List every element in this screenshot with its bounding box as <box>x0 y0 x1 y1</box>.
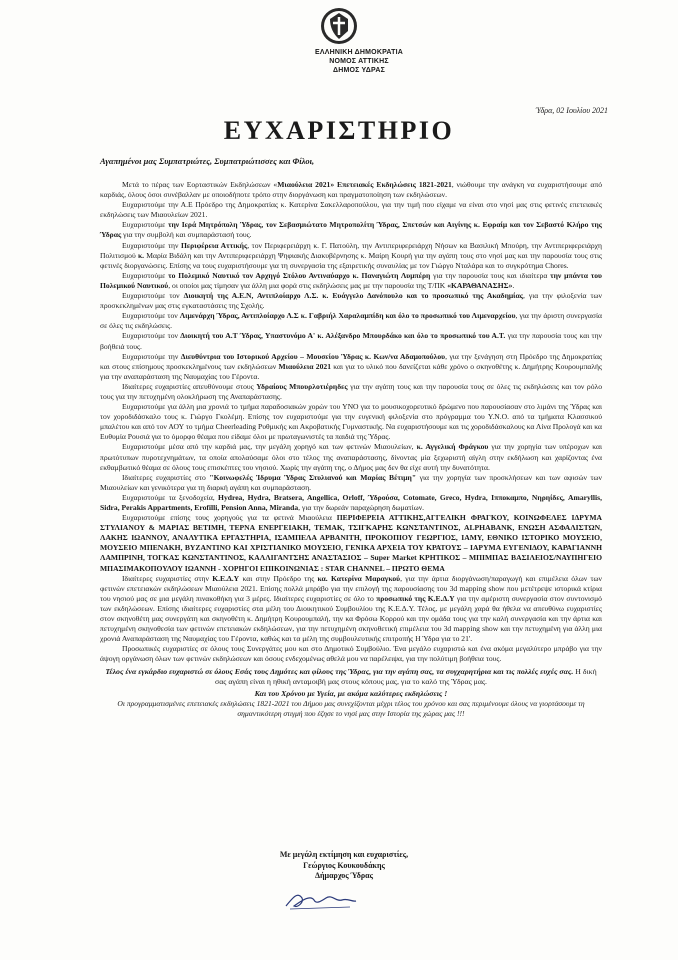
authority-line: ΕΛΛΗΝΙΚΗ ΔΗΜΟΚΡΑΤΙΑ <box>315 49 403 56</box>
text-run: Ευχαριστούμε την <box>122 351 181 361</box>
text-run: Ευχαριστούμε <box>122 270 169 280</box>
paragraph <box>100 311 602 331</box>
bold-text: ΠΕΡΙΦΕΡΕΙΑ ΑΤΤΙΚΗΣ,ΑΓΓΕΛΙΚΗ ΦΡΑΓΚΟΥ, ΚΟΙΝΩΦΕΛΕΣ ΙΔΡΥΜΑ ΣΤΥΛΙΑΝΟΥ & ΜΑΡΙΑΣ ΒΕΤΙΜΗ, ΤΕΡΝΑ ΕΝΕΡΓΕΙΑΚΗ, ΤΕΜΑΚ, ΤΣΙΓΚΑΡΗΣ ΚΩΝΣΤΑΝΤΙΝΟΣ, ALPHABANK, ΕΝΩΣΗ ΑΣΦΑΛΙΣΤΩΝ, ΛΑΚΗΣ ΙΩΑΝΝΟΥ, ΑΝΑΛΥΤΙΚΑ ΕΡΓΑΣΤΗΡΙΑ, ΙΣΑΜΠΕΛΑ ΑΡΒΑΝΙΤΗ, ΠΡΟΚΟΠΙΟΥ ΓΕΩΡΓΙΟΣ, ΙΑΜΥ, ΕΘΝΙΚΟ ΙΣΤΟΡΙΚΟ ΜΟΥΣΕΙΟ, ΜΟΥΣΕΙΟ ΜΠΕΝΑΚΗ, ΒΥΖΑΝΤΙΝΟ ΚΑΙ ΧΡΙΣΤΙΑΝΙΚΟ ΜΟΥΣΕΙΟ, ΓΕΝΙΚΑ ΑΡΧΕΙΑ ΤΟΥ ΚΡΑΤΟΥΣ – ΙΑΡΥΜΑ ΕΥΓΕΝΙΔΟΥ, ΚΑΡΑΓΙΑΝΝΗ ΛΑΜΠΡΙΝΗ, ΤΟΓΚΑΣ ΚΩΝΣΤΑΝΤΙΝΟΣ, ΚΑΛΛΙΓΑΝΤΣΗΣ ΑΝΑΣΤΑΣΙΟΣ – Super Market ΚΡΗΤΙΚΟΣ – ΜΠΙΜΠΑΣ ΒΑΣΙΛΕΙΟΣ/ΝΑΥΠΗΓΕΙΟ ΜΠΑΣΙΜΑΚΟΠΟΥΛΟΥ ΙΩΑΝΝΗ - ΧΟΡΗΓΟΙ ΕΠΙΚΟΙΝΩΝΙΑΣ : STAR CHANNEL – ΠΡΩΤΟ ΘΕΜΑ <box>100 513 602 573</box>
paragraph <box>100 352 602 382</box>
bold-text: Μιαούλεια 2021» Επετειακές Εκδηλώσεις 1821-2021 <box>277 180 452 189</box>
text-run: . <box>512 280 515 290</box>
text-run: , για την άριστη συνεργασία σε όλες τις εκδηλώσεις. <box>100 311 602 331</box>
text-run: Ευχαριστούμε για άλλη μια χρονιά το τμήμα παραδοσιακών χορών του ΥΝΟ για το μουσικοχορευτικό δρώμενο που παρουσίασαν στο λιμάνι της Ύδρας και τον χοροδιδάσκαλο τους κ. Γιώργο Γκολέμη. Επίσης τον ευχαριστούμε για την ευγενική φιλοξενία στο πρόγραμμα του Υ.Ν.Ο. από τα τμήματα Κλασσικού μπαλέτου και από τον ΑΟΥ το τμήμα Cheerleading Ρυθμικής και Ακροβατικής Γυμναστικής. Να ευχαριστήσουμε και τις χοροδιδάσκαλους κα Λίνα Προλογά και κα Ευθυμία Ρουσιά για το όμορφο θέαμα που είδαμε όλοι με πρωταγωνιστές τα παιδιά της Ύδρας. <box>100 402 602 442</box>
text-run: Ευχαριστούμε τον <box>122 311 180 321</box>
issuing-authority <box>0 48 678 75</box>
signatory-role: Δήμαρχος Ύδρας <box>315 871 373 880</box>
text-run: , οι οποίοι μας τίμησαν για άλλη μια φορά στις εκδηλώσεις μας με την παρουσία της Τ/ΠΚ <box>168 280 448 290</box>
text-run: Ευχαριστούμε τον <box>122 291 184 301</box>
text-run: Ευχαριστούμε τα ξενοδοχεία, <box>122 492 219 502</box>
bold-text: κ. <box>137 250 145 260</box>
paragraph <box>100 493 602 513</box>
text-run: Μαρία Βιδάλη και την Αντιπεριφερειάρχη Ψηφιακής Διακυβέρνησης κ. Μαίρη Κουρή για την αγάπη τους στο νησί μας και την παρουσία τους στις φετινές διοργανώσεις. Επίσης να τους ευχαριστήσουμε για τη συνεργασία της εξαιρετικής συναυλίας με τον Γιώργο Νταλάρα και το συγκρότημα Chores. <box>100 250 602 270</box>
bold-text: προσωπικό της Κ.Ε.Δ.Υ <box>376 593 455 603</box>
closing-thanks <box>100 667 602 687</box>
text-run: Ευχαριστούμε μέσα από την καρδιά μας, την μεγάλη χορηγό και των φετινών Μιαουλείων, <box>122 442 417 452</box>
bold-text: Διοικητή της Α.Ε.Ν, Αντιπλοίαρχο Λ.Σ. κ. Ευάγγελο Δανόπουλο και το προσωπικό της Ακαδημίας <box>183 291 523 301</box>
bold-text: "Κοινωφελές Ίδρυμα Ύδρας Στυλιανού και Μαρίας Βέτιμη" <box>209 472 417 482</box>
bold-text: Hydrea, Hydra, Bratsera, Angellica, Orloff, Ύδρούσα, Cotomate, Greco, Hydra, Ιπποκαμπο, Νηρηίδες, Amaryllis, Sidra, Perakis Appartments, Erofilli, Pension Anna, Miranda <box>100 492 602 512</box>
paragraph <box>100 291 602 311</box>
bold-text: κ. Αγγελική Φράγκου <box>416 442 489 452</box>
authority-line: ΝΟΜΟΣ ΑΤΤΙΚΗΣ <box>329 58 389 65</box>
closing-line-bold: Τέλος ένα εγκάρδιο ευχαριστώ σε όλους Εσάς τους Δημότες και φίλους της Ύδρας, για την αγάπη σας, τα συγχαρητήρια και τις πολλές ευχές σας. <box>105 666 574 676</box>
text-run: Ευχαριστούμε τον <box>122 331 181 341</box>
bold-text: «ΚΑΡΑΘΑΝΑΣΗΣ» <box>447 280 513 290</box>
paragraph <box>100 402 602 442</box>
bold-text: την Ιερά Μητρόπολη Ύδρας, τον Σεβασμιώτατο Μητροπολίτη Ύδρας, Σπετσών και Αιγίνης κ. Εφραίμ και τον Σεβαστό Κλήρο της Ύδρας <box>100 220 602 240</box>
bold-text: Διοικητή του Α.Τ Ύδρας, Υπαστυνόμο Α' κ. Αλέξανδρο Μπουρδάκο και όλο το προσωπικό του Α.Τ. <box>180 331 506 341</box>
paragraph <box>100 574 602 645</box>
text-run: και για το υλικό που δανείζεται κάθε χρόνο ο σκηνοθέτης κ. Δημήτρης Κουρουμπαλής για την αναπαράσταση της Ναυμαχίας του Γέροντα. <box>100 361 603 381</box>
signature-block <box>0 850 678 882</box>
signature-salutation: Με μεγάλη εκτίμηση και ευχαριστίες, <box>279 850 409 859</box>
closing-line-tail: Η δική σας αγάπη είναι η ηθική ανταμοιβή μας στους κόπους μας, για το καλό της Ύδρας μας. <box>215 666 597 686</box>
text-run: και στην Πρόεδρο της <box>239 573 318 583</box>
text-run: για την χορηγία των υπέροχων και πρωτότυπων πυροτεχνημάτων, τα οποία απολαύσαμε όλοι στο τέλος της αναπαράστασης, δίνοντας μία ξεχωριστή αίγλη στην εκδήλωση και χαρίζοντας ένα εκθαμβωτικό θέαμα σε όλους τους επισκέπτες του νησιού. Χωρίς την αγάπη της, ο Δήμος μας δεν θα είχε αυτή την δυνατότητα. <box>100 442 602 472</box>
paragraph <box>100 331 602 351</box>
paragraph <box>100 473 602 493</box>
bold-text: Κ.Ε.Δ.Υ <box>212 573 240 583</box>
document-body <box>100 180 602 719</box>
signatory-name: Γεώργιος Κουκουδάκης <box>303 860 385 870</box>
text-run: Ιδιαίτερες ευχαριστίες στο <box>122 472 210 482</box>
paragraph <box>100 644 602 664</box>
paragraph <box>100 382 602 402</box>
bold-text: Υδραίους Μπουρλοτιέρηδες <box>256 381 348 391</box>
text-run: Προσωπικές ευχαριστίες σε όλους τους Συνεργάτες μου και στο Δημοτικό Συμβούλιο. Ένα μεγάλο ευχαριστώ και ένα ακόμα μεγαλύτερο μπράβο για την άψογη οργάνωση όλων των φετινών εκδηλώσεων και όσους ενδεχομένως αθελά μου να παρέλειψα, για την πολύτιμη βοήθεια τους. <box>100 644 602 664</box>
text-run: Ευχαριστούμε την Α.Ε Πρόεδρο της Δημοκρατίας κ. Κατερίνα Σακελλαροπούλου, για την τιμή που είχαμε να είναι στο νησί μας στις φετινές επετειακές εκδηλώσεις των Μιαουλείων 2021. <box>100 200 602 220</box>
closing-wish: Και του Χρόνου με Υγεία, με ακόμα καλύτερες εκδηλώσεις ! <box>254 688 448 698</box>
greeting: Αγαπημένοι μας Συμπατριώτες, Συμπατριώτισσες και Φίλοι, <box>100 156 315 166</box>
authority-line: ΔΗΜΟΣ ΥΔΡΑΣ <box>332 67 386 74</box>
coat-of-arms-icon <box>319 6 359 46</box>
text-run: για την χορηγία των προσκλήσεων και των αφισών των Μιαουλείων και γενικότερα για τη διαρκή αγάπη και συμπαράσταση. <box>100 472 602 492</box>
text-run: , για την δωρεάν παραχώρηση δωματίων. <box>298 503 425 512</box>
bold-text: το Πολεμικό Ναυτικό τον Αρχηγό Στόλου Αντιναύαρχο κ. Παναγιώτη Λυμπέρη <box>168 270 431 280</box>
document-title: ΕΥΧΑΡΙΣΤΗΡΙΟ <box>223 116 455 145</box>
text-run: Ιδιαίτερες ευχαριστίες στην <box>122 573 213 583</box>
bold-text: Περιφέρεια Αττικής <box>181 240 248 250</box>
bold-text: Λιμενάρχη Ύδρας, Αντιπλοίαρχο Λ.Σ κ. Γαβριήλ Χαραλαμπίδη και όλο το προσωπικό του Λιμεναρχείου <box>179 311 516 321</box>
handwritten-signature <box>280 888 360 914</box>
text-run: , για την φιλοξενία των προσκεκλημένων μας στις εγκαταστάσεις της Σχολής. <box>100 291 602 311</box>
bold-text: Μιαούλεια 2021 <box>278 361 331 371</box>
text-run: για την συμβολή και συμπαράστασή τους. <box>121 230 252 240</box>
paragraph <box>100 180 602 200</box>
paragraph <box>100 442 602 472</box>
text-run: Ευχαριστούμε <box>122 220 168 230</box>
paragraph <box>100 271 602 291</box>
closing-note: Οι προγραμματισμένες επετειακές εκδηλώσεις 1821-2021 του Δήμου μας συνεχίζονται μέχρι τέλος του χρόνου και σας περιμένουμε όλους να γιορτάσουμε τη σημαντικότερη στιγμή που έζησε το νησί μας στην Ιστορία της χώρας μας !!! <box>117 699 585 719</box>
text-run: , για την άρτια διοργάνωση/παραγωγή και επιμέλεια όλων των φετινών επετειακών εκδηλώσεων Μιαούλεια 2021. Επίσης πολλά μπράβο για την επιλογή της παρουσίασης του 3d mapping show που μετέτρεψε ιστορικά κτίρια του νησιού μας σε μια μεγάλη πινακοθήκη για 3 μέρες. Ιδιαίτερες ευχαριστίες σε όλο το <box>100 573 602 603</box>
text-run: , τον Περιφερειάρχη κ. Γ. Πατούλη, την Αντιπεριφερειάρχη Νήσων κα Βασιλική Μπούρη, την Αντιπεριφερειάρχη Πολιτισμού <box>100 240 602 260</box>
document-date: Ύδρα, 02 Ιουλίου 2021 <box>535 106 608 115</box>
text-run: για την αμέριστη συνεργασία στον συντονισμό των εκδηλώσεων. Επίσης ιδιαίτερες ευχαριστίες στα μέλη του Διοικητικού Συμβουλίου της Κ.Ε.Δ.Υ. Τέλος, με μεγάλη χαρά θα ήθελα να απευθύνω ευχαριστίες στον σκηνοθέτη μας συνεργάτη και σκηνοθέτη κ. Δημήτρη Κουρουμπαλή, την κα Φρόσω Κορρού και την ομάδα τους για την καλή συνεργασία και την άρτια και πετυχημένη σκηνοθεσία των φετινών επετειακών εκδηλώσεων, για την πετυχημένη σκηνοθετική επιμέλεια του 3d mapping show και την πετυχημένη για άλλη μια χρονιά Αναπαράσταση της Ναυμαχίας του Γέροντα, καθώς και τα μέλη της συμβουλευτικής επιτροπής Η Ύδρα για το 21'. <box>100 593 602 644</box>
text-run: για την παρουσία τους και την βοήθειά τους. <box>100 331 602 351</box>
text-run: για την αγάπη τους και την παρουσία τους σε όλες τις εκδηλώσεις και τον ρόλο τους για την πετυχημένη ολοκλήρωση της Αναπαράστασης. <box>100 381 602 401</box>
paragraph <box>100 513 602 574</box>
text-run: , για την ξενάγηση στη Πρόεδρο της Δημοκρατίας και στους επίσημους προσκεκλημένους των εκδηλώσεων <box>100 351 602 371</box>
paragraph <box>100 220 602 240</box>
text-run: Ευχαριστούμε επίσης τους χορηγούς για τα φετινά Μιαούλεια <box>122 513 337 523</box>
paragraph <box>100 241 602 271</box>
text-run: Ευχαριστούμε την <box>122 240 181 250</box>
paragraph <box>100 200 602 220</box>
bold-text: την μπάντα του Πολεμικού Ναυτικού <box>100 270 602 290</box>
text-run: Ιδιαίτερες ευχαριστίες απευθύνουμε στους <box>122 381 257 391</box>
text-run: για την παρουσία τους και ιδιαίτερα <box>430 270 551 280</box>
text-run: Μετά το πέρας των Εορταστικών Εκδηλώσεων « <box>122 180 278 189</box>
text-run: , νιώθουμε την ανάγκη να ευχαριστήσουμε από καρδιάς, όλους όσοι συνέβαλλαν με οποιοδήποτε τρόπο στην διοργάνωση και πραγματοποίηση των εκδηλώσεων. <box>100 180 602 200</box>
paragraphs <box>100 180 602 665</box>
bold-text: κα. Κατερίνα Μαραγκού <box>317 573 401 583</box>
bold-text: Διευθύντρια του Ιστορικού Αρχείου – Μουσείου Ύδρας κ. Κων/να Αδαμοπούλου <box>180 351 446 361</box>
